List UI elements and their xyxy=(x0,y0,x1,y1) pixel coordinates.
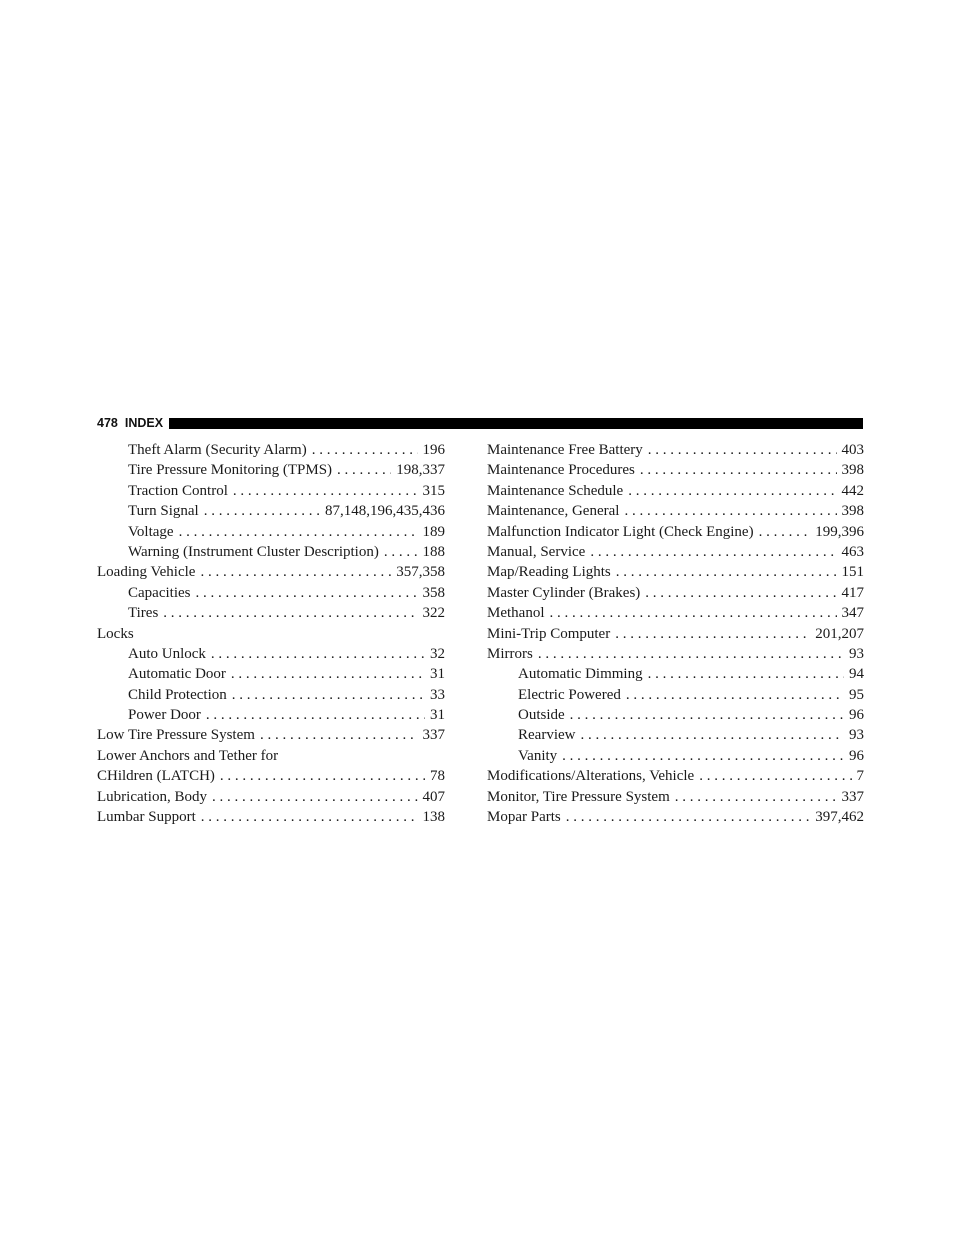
index-entry xyxy=(97,766,445,786)
page-reference: 196 xyxy=(422,442,445,458)
index-term: Vanity xyxy=(518,747,558,764)
page-reference: 358 xyxy=(422,584,445,601)
index-entry xyxy=(487,644,864,664)
page-reference: 78 xyxy=(430,768,445,785)
index-entry xyxy=(487,746,864,766)
index-entry xyxy=(97,481,445,501)
dot-leader xyxy=(233,481,418,501)
page-reference: 189 xyxy=(422,523,445,540)
dot-leader xyxy=(648,440,837,460)
page-reference: 33 xyxy=(430,686,445,703)
page-reference: 403 xyxy=(841,442,864,458)
index-term: Lubrication, Body xyxy=(97,788,207,805)
page-header xyxy=(97,413,863,433)
index-entry xyxy=(97,644,445,664)
dot-leader xyxy=(626,685,844,705)
page-reference: 397,462 xyxy=(815,809,864,826)
index-term: Mirrors xyxy=(487,645,533,662)
index-term: Locks xyxy=(97,625,134,642)
index-entry xyxy=(487,807,864,827)
index-entry xyxy=(97,787,445,807)
dot-leader xyxy=(260,725,418,745)
index-term: Lower Anchors and Tether for xyxy=(97,747,279,764)
index-entry xyxy=(487,664,864,684)
index-entry xyxy=(487,501,864,521)
index-term: Rearview xyxy=(518,727,576,744)
index-term: Turn Signal xyxy=(128,503,199,520)
page-reference: 93 xyxy=(849,727,864,744)
dot-leader xyxy=(675,787,837,807)
page-reference: 398 xyxy=(841,462,864,479)
dot-leader xyxy=(759,522,811,542)
index-term: Capacities xyxy=(128,584,191,601)
dot-leader xyxy=(550,603,837,623)
dot-leader xyxy=(566,807,811,827)
index-term: Power Door xyxy=(128,707,201,724)
page-reference: 357,358 xyxy=(396,564,445,581)
index-entry xyxy=(97,705,445,725)
index-term: Automatic Door xyxy=(128,666,226,683)
page-reference: 94 xyxy=(849,666,864,683)
index-term: Tire Pressure Monitoring (TPMS) xyxy=(128,462,333,479)
index-entry xyxy=(97,460,445,480)
index-term: Mopar Parts xyxy=(487,809,561,826)
section-title: INDEX xyxy=(124,416,164,430)
index-term: Methanol xyxy=(487,605,545,622)
index-entry xyxy=(487,766,864,786)
dot-leader xyxy=(163,603,417,623)
page-reference: 322 xyxy=(422,605,445,622)
page-reference: 442 xyxy=(841,482,864,499)
page-reference: 87,148,196,435,436 xyxy=(325,503,445,520)
index-entry xyxy=(487,705,864,725)
index-term: Maintenance Free Battery xyxy=(487,442,643,458)
index-entry xyxy=(487,481,864,501)
index-entry xyxy=(97,725,445,745)
dot-leader xyxy=(580,725,844,745)
index-term: Malfunction Indicator Light (Check Engine) xyxy=(487,523,754,540)
dot-leader xyxy=(590,542,836,562)
dot-leader xyxy=(538,644,844,664)
index-entry xyxy=(97,807,445,827)
index-entry xyxy=(487,440,864,460)
page-reference: 463 xyxy=(841,543,864,560)
index-term: Maintenance, General xyxy=(487,503,620,520)
dot-leader xyxy=(645,583,836,603)
index-term: Auto Unlock xyxy=(128,645,206,662)
dot-leader xyxy=(562,746,844,766)
index-term: Automatic Dimming xyxy=(518,666,643,683)
index-term: Warning (Instrument Cluster Description) xyxy=(128,543,379,560)
page-reference: 31 xyxy=(430,666,445,683)
header-rule xyxy=(169,418,863,429)
index-entry xyxy=(487,542,864,562)
page-reference: 32 xyxy=(430,645,445,662)
index-term: Traction Control xyxy=(128,482,228,499)
dot-leader xyxy=(312,440,418,460)
index-entry xyxy=(487,562,864,582)
index-entry xyxy=(97,685,445,705)
index-entry xyxy=(487,603,864,623)
dot-leader xyxy=(615,624,810,644)
dot-leader xyxy=(201,807,418,827)
index-column-right xyxy=(487,440,864,827)
page-reference: 188 xyxy=(422,543,445,560)
dot-leader xyxy=(628,481,836,501)
dot-leader xyxy=(211,644,425,664)
dot-leader xyxy=(200,562,391,582)
page-reference: 96 xyxy=(849,747,864,764)
index-entry xyxy=(97,624,445,644)
index-entry xyxy=(487,624,864,644)
dot-leader xyxy=(337,460,391,480)
page-reference: 31 xyxy=(430,707,445,724)
index-term: Lumbar Support xyxy=(97,809,196,826)
dot-leader xyxy=(648,664,844,684)
dot-leader xyxy=(232,685,425,705)
index-term: Low Tire Pressure System xyxy=(97,727,255,744)
index-column-left xyxy=(97,440,445,827)
page-reference: 138 xyxy=(422,809,445,826)
page-reference: 337 xyxy=(841,788,864,805)
index-entry xyxy=(97,501,445,521)
page-reference: 347 xyxy=(841,605,864,622)
page-number: 478 xyxy=(97,416,118,430)
index-entry xyxy=(97,583,445,603)
index-entry xyxy=(487,522,864,542)
index-term: Map/Reading Lights xyxy=(487,564,611,581)
index-entry xyxy=(487,460,864,480)
index-term: Modifications/Alterations, Vehicle xyxy=(487,768,695,785)
index-term: Monitor, Tire Pressure System xyxy=(487,788,670,805)
index-entry xyxy=(97,603,445,623)
index-term: CHildren (LATCH) xyxy=(97,768,215,785)
index-term: Mini-Trip Computer xyxy=(487,625,611,642)
index-term: Manual, Service xyxy=(487,543,586,560)
page-reference: 417 xyxy=(841,584,864,601)
index-term: Loading Vehicle xyxy=(97,564,196,581)
index-entry xyxy=(487,583,864,603)
index-entry xyxy=(487,787,864,807)
index-entry xyxy=(487,685,864,705)
page-reference: 198,337 xyxy=(396,462,445,479)
dot-leader xyxy=(212,787,418,807)
index-term: Maintenance Procedures xyxy=(487,462,635,479)
dot-leader xyxy=(640,460,837,480)
page-reference: 7 xyxy=(856,768,864,785)
dot-leader xyxy=(624,501,836,521)
page-reference: 151 xyxy=(841,564,864,581)
dot-leader xyxy=(231,664,425,684)
index-entry xyxy=(97,664,445,684)
page-reference: 315 xyxy=(422,482,445,499)
page-reference: 96 xyxy=(849,707,864,724)
index-term: Maintenance Schedule xyxy=(487,482,624,499)
index-term: Voltage xyxy=(128,523,174,540)
page-reference: 95 xyxy=(849,686,864,703)
index-term: Theft Alarm (Security Alarm) xyxy=(128,442,307,458)
page-reference: 201,207 xyxy=(815,625,864,642)
dot-leader xyxy=(220,766,425,786)
index-entry xyxy=(97,542,445,562)
index-entry xyxy=(97,746,445,766)
index-entry xyxy=(97,562,445,582)
page-reference: 407 xyxy=(422,788,445,805)
index-entry xyxy=(97,522,445,542)
dot-leader xyxy=(204,501,320,521)
page-reference: 398 xyxy=(841,503,864,520)
page-reference: 337 xyxy=(422,727,445,744)
index-term: Tires xyxy=(128,605,159,622)
index-entry xyxy=(487,725,864,745)
dot-leader xyxy=(699,766,851,786)
page-reference: 199,396 xyxy=(815,523,864,540)
index-term: Electric Powered xyxy=(518,686,621,703)
dot-leader xyxy=(206,705,425,725)
index-term: Child Protection xyxy=(128,686,227,703)
dot-leader xyxy=(195,583,417,603)
dot-leader xyxy=(179,522,418,542)
index-entry xyxy=(97,440,445,460)
page-reference: 93 xyxy=(849,645,864,662)
dot-leader xyxy=(616,562,837,582)
dot-leader xyxy=(570,705,844,725)
dot-leader xyxy=(384,542,418,562)
index-term: Outside xyxy=(518,707,565,724)
index-term: Master Cylinder (Brakes) xyxy=(487,584,641,601)
